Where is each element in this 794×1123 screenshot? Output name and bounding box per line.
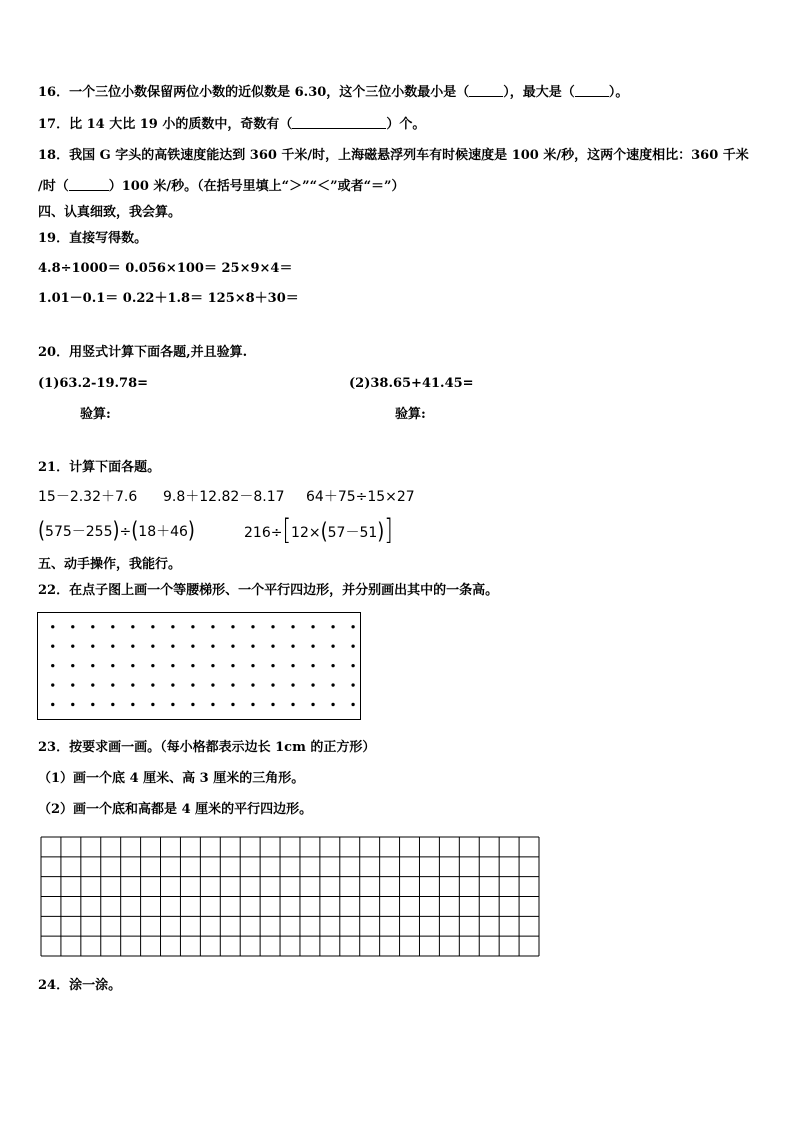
- grid-dot: [211, 683, 214, 686]
- grid-dot: [151, 625, 154, 628]
- grid-dot: [131, 703, 134, 706]
- grid-dot: [331, 625, 334, 628]
- grid-dot: [111, 703, 114, 706]
- grid-dot: [231, 664, 234, 667]
- question-19-row2: 1.01－0.1＝ 0.22＋1.8＝ 125×8＋30＝: [38, 291, 299, 306]
- question-18-line1: 18．我国 G 字头的高铁速度能达到 360 千米/时，上海磁悬浮列车有时候速度是 100 米/秒，这两个速度相比：360 千米: [38, 148, 749, 163]
- grid-dot: [311, 645, 314, 648]
- grid-dot: [331, 664, 334, 667]
- grid-dot: [191, 625, 194, 628]
- grid-dot: [91, 703, 94, 706]
- grid-dot: [351, 625, 354, 628]
- grid-dot: [291, 664, 294, 667]
- answer-blank-min[interactable]: [469, 84, 503, 97]
- grid-dot: [271, 683, 274, 686]
- grid-dot: [311, 703, 314, 706]
- grid-dot: [151, 703, 154, 706]
- question-20-check1: 验算:: [80, 407, 111, 422]
- grid-dot: [171, 683, 174, 686]
- section-4-title: 四、认真细致，我会算。: [38, 205, 182, 220]
- grid-dot: [51, 664, 54, 667]
- grid-dot: [351, 683, 354, 686]
- grid-dot: [291, 683, 294, 686]
- grid-dot: [51, 645, 54, 648]
- grid-dot: [231, 645, 234, 648]
- question-23-item1: （1）画一个底 4 厘米、高 3 厘米的三角形。: [38, 771, 305, 786]
- section-5-title: 五、动手操作，我能行。: [38, 557, 182, 572]
- grid-dot: [211, 664, 214, 667]
- grid-dot: [111, 664, 114, 667]
- grid-dot: [151, 645, 154, 648]
- grid-dot: [51, 683, 54, 686]
- grid-dot: [131, 625, 134, 628]
- question-20-part1: (1)63.2-19.78=: [38, 376, 149, 391]
- grid-dot: [151, 683, 154, 686]
- grid-dot: [251, 625, 254, 628]
- grid-dot: [51, 703, 54, 706]
- grid-dot: [351, 664, 354, 667]
- grid-dot: [131, 683, 134, 686]
- grid-dot: [191, 683, 194, 686]
- grid-dot: [271, 703, 274, 706]
- question-23-item2: （2）画一个底和高都是 4 厘米的平行四边形。: [38, 802, 313, 817]
- grid-dot: [311, 683, 314, 686]
- grid-dot: [171, 645, 174, 648]
- grid-dot: [171, 625, 174, 628]
- question-24: 24．涂一涂。: [38, 978, 122, 993]
- question-20-check2: 验算:: [395, 407, 426, 422]
- grid-dot: [191, 703, 194, 706]
- grid-dot: [71, 645, 74, 648]
- square-grid[interactable]: [40, 836, 540, 957]
- grid-dot: [91, 683, 94, 686]
- grid-dot: [231, 703, 234, 706]
- answer-blank-count[interactable]: [292, 116, 386, 129]
- answer-blank-compare[interactable]: [69, 178, 109, 191]
- grid-dot: [111, 645, 114, 648]
- grid-dot: [271, 645, 274, 648]
- grid-dot: [351, 645, 354, 648]
- question-18-line2: /时（ ）100 米/秒。（在括号里填上“＞”“＜”或者“＝”）: [38, 179, 405, 194]
- grid-dot: [331, 645, 334, 648]
- question-19: 19．直接写得数。: [38, 231, 148, 246]
- grid-dot: [211, 645, 214, 648]
- grid-dot: [131, 664, 134, 667]
- grid-dot: [311, 664, 314, 667]
- grid-dot: [251, 683, 254, 686]
- expression-4: (575－255)÷(18＋46): [38, 517, 195, 544]
- grid-dot: [71, 664, 74, 667]
- grid-dot: [91, 645, 94, 648]
- grid-dot: [111, 625, 114, 628]
- grid-dot: [191, 645, 194, 648]
- grid-dot: [151, 664, 154, 667]
- grid-dot: [291, 703, 294, 706]
- grid-dot: [91, 625, 94, 628]
- question-20-part2: (2)38.65+41.45=: [349, 376, 474, 391]
- question-19-row1: 4.8÷1000＝ 0.056×100＝ 25×9×4＝: [38, 261, 293, 276]
- grid-dot: [71, 703, 74, 706]
- dot-grid[interactable]: [37, 612, 361, 720]
- expression-5: 216÷[12×(57－51)]: [244, 514, 393, 547]
- grid-dot: [131, 645, 134, 648]
- grid-dot: [311, 625, 314, 628]
- grid-dot: [211, 625, 214, 628]
- expression-3: 64＋75÷15×27: [306, 489, 415, 505]
- grid-dot: [231, 683, 234, 686]
- grid-dot: [271, 664, 274, 667]
- grid-dot: [171, 703, 174, 706]
- expression-1: 15－2.32＋7.6: [38, 489, 138, 505]
- answer-blank-max[interactable]: [575, 84, 609, 97]
- grid-dot: [291, 645, 294, 648]
- grid-dot: [91, 664, 94, 667]
- question-17: 17．比 14 大比 19 小的质数中，奇数有（ ）个。: [38, 117, 426, 132]
- grid-dot: [71, 683, 74, 686]
- grid-dot: [71, 625, 74, 628]
- grid-dot: [211, 703, 214, 706]
- grid-dot: [251, 664, 254, 667]
- question-16: 16．一个三位小数保留两位小数的近似数是 6.30，这个三位小数最小是（ ），最大是（ ）。: [38, 85, 629, 100]
- grid-dot: [351, 703, 354, 706]
- grid-dot: [331, 683, 334, 686]
- question-22: 22．在点子图上画一个等腰梯形、一个平行四边形，并分别画出其中的一条高。: [38, 583, 499, 598]
- grid-dot: [191, 664, 194, 667]
- expression-2: 9.8＋12.82－8.17: [163, 489, 285, 505]
- question-20: 20．用竖式计算下面各题,并且验算.: [38, 345, 248, 360]
- question-23: 23．按要求画一画。（每小格都表示边长 1cm 的正方形）: [38, 740, 376, 755]
- grid-dot: [51, 625, 54, 628]
- grid-dot: [111, 683, 114, 686]
- question-21: 21．计算下面各题。: [38, 460, 161, 475]
- grid-dot: [251, 703, 254, 706]
- grid-dot: [291, 625, 294, 628]
- grid-dot: [231, 625, 234, 628]
- grid-dot: [271, 625, 274, 628]
- grid-dot: [331, 703, 334, 706]
- grid-dot: [251, 645, 254, 648]
- grid-dot: [171, 664, 174, 667]
